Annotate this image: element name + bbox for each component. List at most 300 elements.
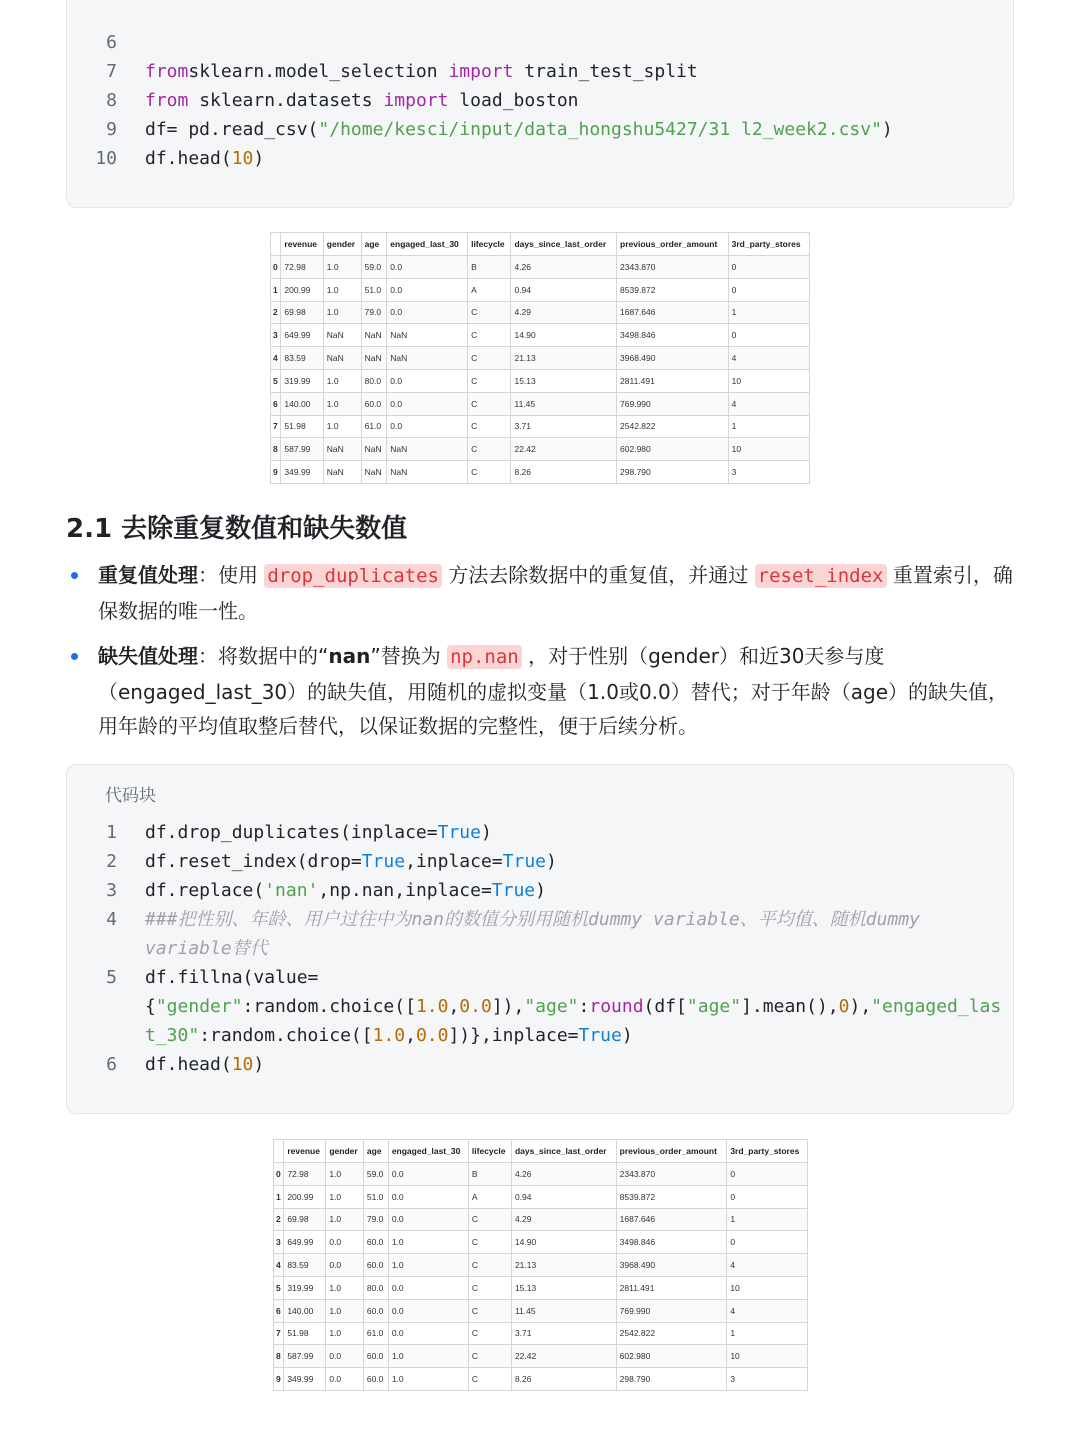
table-cell: 0.0 [388,1276,468,1299]
row-index: 3 [271,324,281,347]
table-cell: 51.98 [281,415,323,438]
code-text [145,144,264,173]
table-cell: 4.29 [511,1208,616,1231]
line-number: 2 [106,851,117,872]
table-cell: NaN [361,324,387,347]
code-text [145,57,698,86]
line-number: 9 [106,119,117,140]
table-cell: C [468,1368,511,1391]
table-cell: 14.90 [511,1231,616,1254]
code-token: variable替代 [145,938,268,959]
table-row [274,1368,808,1391]
table-cell: 14.90 [511,324,617,347]
table-cell: 1 [727,1322,808,1345]
table-cell: C [468,415,511,438]
table-cell: 1.0 [323,301,361,324]
row-index: 4 [274,1254,284,1277]
code-token: ].mean(), [741,996,839,1017]
code-token: "/home/kesci/input/data_hongshu5427/31 l2_week2.csv" [318,119,882,140]
table-cell: 0 [728,278,809,301]
table-cell: 0.0 [388,1299,468,1322]
table-cell: 72.98 [284,1163,326,1186]
code-text [145,1050,264,1079]
row-index: 4 [271,347,281,370]
column-header [271,233,281,256]
code-text [145,963,318,992]
table-cell: 1687.646 [616,1208,727,1231]
table-cell: 587.99 [284,1345,326,1368]
table-cell: 60.0 [363,1345,388,1368]
table-cell: 60.0 [363,1231,388,1254]
code-token: :random.choice([ [199,1025,373,1046]
code-token: round [589,996,644,1017]
table-cell: 61.0 [363,1322,388,1345]
bullet-duplicates [98,558,1018,628]
table-cell: C [468,301,511,324]
table-cell: NaN [387,324,468,347]
table-cell: 22.42 [511,1345,616,1368]
table-cell: 60.0 [363,1368,388,1391]
inline-code-np-nan: np.nan [447,645,522,669]
table-cell: 61.0 [361,415,387,438]
line-number: 6 [106,1054,117,1075]
table-cell: 2343.870 [616,1163,727,1186]
table-cell: NaN [323,347,361,370]
table-cell: 80.0 [361,369,387,392]
table-cell: 769.990 [616,1299,727,1322]
bullet-label: 重复值处理 [98,563,198,587]
row-index: 8 [274,1345,284,1368]
table-cell: 349.99 [284,1368,326,1391]
table-cell: 8.26 [511,461,617,484]
table-cell: C [468,324,511,347]
table-cell: C [468,461,511,484]
table-cell: 0.0 [387,278,468,301]
table-cell: NaN [361,461,387,484]
table-cell: 60.0 [363,1299,388,1322]
code-token: ]), [491,996,525,1017]
code-token: df.head( [145,1054,232,1075]
table-cell: 0 [727,1231,808,1254]
table-cell: 2542.822 [616,1322,727,1345]
column-header: lifecycle [468,1140,511,1163]
table-cell: NaN [361,347,387,370]
table-cell: 4.26 [511,1163,616,1186]
table-cell: 0.0 [388,1163,468,1186]
row-index: 6 [271,392,281,415]
line-number: 8 [106,90,117,111]
table-cell: 0.94 [511,1185,616,1208]
row-index: 7 [271,415,281,438]
table-cell: 319.99 [284,1276,326,1299]
table-row [271,301,810,324]
table-cell: C [468,392,511,415]
code-token: 'nan' [264,880,319,901]
table-cell: 8539.872 [616,1185,727,1208]
table-cell: 2542.822 [617,415,729,438]
table-cell: 3 [727,1368,808,1391]
table-cell: C [468,1276,511,1299]
table-cell: 1 [728,301,809,324]
row-index: 8 [271,438,281,461]
table-cell: 1.0 [323,278,361,301]
table-cell: 0 [727,1185,808,1208]
code-token: ) [535,880,546,901]
code-token: df.drop_duplicates(inplace= [145,822,438,843]
table-cell: 10 [728,438,809,461]
table-cell: A [468,278,511,301]
table-row [271,324,810,347]
line-number: 4 [106,909,117,930]
table-header-row [274,1140,808,1163]
table-row [274,1322,808,1345]
table-cell: 0.0 [388,1208,468,1231]
bullet-dot [71,572,78,579]
table-cell: C [468,1208,511,1231]
bullet-text: 方法去除数据中的重复值，并通过 [441,563,755,587]
table-cell: C [468,1299,511,1322]
code-token: "age" [686,996,742,1017]
table-cell: NaN [387,347,468,370]
table-cell: 3498.846 [616,1231,727,1254]
code-token: True [437,822,481,843]
table-cell: B [468,256,511,279]
table-row [274,1208,808,1231]
inline-code-drop-duplicates: drop_duplicates [264,564,442,588]
table-cell: 60.0 [363,1254,388,1277]
table-cell: 79.0 [361,301,387,324]
table-cell: 10 [727,1345,808,1368]
table-row [271,369,810,392]
column-header: engaged_last_30 [388,1140,468,1163]
code-token: ])},inplace= [448,1025,579,1046]
table-cell: A [468,1185,511,1208]
table-cell: 4.26 [511,256,617,279]
table-cell: 4 [727,1254,808,1277]
table-cell: C [468,438,511,461]
column-header: age [363,1140,388,1163]
table-cell: 319.99 [281,369,323,392]
table-cell: 1.0 [388,1345,468,1368]
code-token: 0.0 [415,1025,449,1046]
table-row [271,256,810,279]
bullet-text: ：使用 [198,563,265,587]
table-cell: B [468,1163,511,1186]
bullet-text: ：将数据中的“ [198,644,329,668]
table-cell: 3498.846 [617,324,729,347]
table-cell: 15.13 [511,369,617,392]
code-token: 1.0 [415,996,449,1017]
column-header: 3rd_party_stores [728,233,809,256]
table-cell: C [468,1254,511,1277]
row-index: 9 [271,461,281,484]
table-row [271,415,810,438]
code-token: sklearn.model_selection [188,61,449,82]
code-token: ) [546,851,557,872]
table-row [271,278,810,301]
code-text [145,847,557,876]
table-cell: 0 [728,256,809,279]
code-token: 0 [838,996,850,1017]
table-cell: 1.0 [388,1231,468,1254]
table-cell: 59.0 [363,1163,388,1186]
code-token: "age" [524,996,579,1017]
table-cell: 10 [727,1276,808,1299]
table-cell: 200.99 [284,1185,326,1208]
bullet-dot [71,653,78,660]
table-cell: 1687.646 [617,301,729,324]
table-row [271,347,810,370]
code-token: ) [480,822,492,843]
table-cell: C [468,1231,511,1254]
table-cell: 8.26 [511,1368,616,1391]
table-cell: 11.45 [511,1299,616,1322]
table-cell: 298.790 [617,461,729,484]
table-cell: NaN [361,438,387,461]
column-header [274,1140,284,1163]
table-cell: 51.98 [284,1322,326,1345]
row-index: 0 [274,1163,284,1186]
table-cell: 0.0 [326,1254,364,1277]
column-header: age [361,233,387,256]
line-number: 10 [95,148,117,169]
code-token: df.reset_index(drop= [145,851,362,872]
row-index: 5 [271,369,281,392]
table-cell: 83.59 [284,1254,326,1277]
code-token: "gender" [155,996,243,1017]
dataframe-table-1 [270,232,810,484]
table-row [271,438,810,461]
table-cell: 0.0 [387,256,468,279]
table-cell: 80.0 [363,1276,388,1299]
code-token: df= pd.read_csv( [145,119,319,140]
table-cell: NaN [387,461,468,484]
code-text [145,905,920,934]
table-cell: 22.42 [511,438,617,461]
code-token: ,np.nan,inplace= [318,880,492,901]
table-cell: 4 [727,1299,808,1322]
table-cell: 72.98 [281,256,323,279]
code-text [145,818,492,847]
table-cell: 11.45 [511,392,617,415]
table-cell: 769.990 [617,392,729,415]
table-header-row [271,233,810,256]
bullet-text: ，对于性别（gender）和近30天参与度（engaged_last_30）的缺失值，用随机的虚拟变量（1.0或0.0）替代；对于年龄（age）的缺失值，用年龄的平均值取整后替代，以保证数据的完整性，便于后续分析。 [98,644,1009,738]
column-header: previous_order_amount [617,233,729,256]
code-text [145,1021,633,1050]
table-cell: 59.0 [361,256,387,279]
table-cell: C [468,1322,511,1345]
table-cell: 0.0 [326,1231,364,1254]
code-token: ,inplace= [405,851,503,872]
column-header: days_since_last_order [511,1140,616,1163]
row-index: 7 [274,1322,284,1345]
table-row [274,1254,808,1277]
table-cell: 649.99 [284,1231,326,1254]
table-cell: 298.790 [616,1368,727,1391]
code-token: 10 [231,148,254,169]
code-token: True [491,880,536,901]
bullet-label: 缺失值处理 [98,644,198,668]
code-token: ###把性别、年龄、用户过往中为nan的数值分别用随机dummy variable、平均值、随机dummy [145,909,920,930]
line-number: 1 [106,822,117,843]
table-cell: 79.0 [363,1208,388,1231]
table-cell: 1 [727,1208,808,1231]
table-cell: 3 [728,461,809,484]
row-index: 1 [271,278,281,301]
code-token: :random.choice([ [242,996,416,1017]
table-row [271,392,810,415]
line-number: 5 [106,967,117,988]
code-token: ), [849,996,872,1017]
line-number: 6 [106,32,117,53]
table-cell: 602.980 [616,1345,727,1368]
table-cell: 1.0 [323,392,361,415]
code-token: ) [881,119,893,140]
table-cell: 21.13 [511,347,617,370]
code-token: from [145,90,189,111]
table-cell: 2343.870 [617,256,729,279]
code-token: import [448,61,514,82]
table-cell: 69.98 [284,1208,326,1231]
table-cell: 0.0 [326,1368,364,1391]
table-cell: 200.99 [281,278,323,301]
table-cell: 602.980 [617,438,729,461]
table-row [274,1345,808,1368]
table-cell: 0.94 [511,278,617,301]
code-text [145,115,893,144]
table-cell: 4 [728,392,809,415]
section-heading: 2.1 去除重复数值和缺失数值 [66,514,408,544]
row-index: 2 [271,301,281,324]
table-cell: 649.99 [281,324,323,347]
row-index: 9 [274,1368,284,1391]
code-token: sklearn.datasets [188,90,384,111]
table-cell: 83.59 [281,347,323,370]
code-text [145,86,579,115]
table-cell: 0.0 [388,1322,468,1345]
code-token: , [405,1025,416,1046]
table-cell: 51.0 [361,278,387,301]
table-cell: 60.0 [361,392,387,415]
table-row [274,1185,808,1208]
column-header: days_since_last_order [511,233,617,256]
dataframe-table-2 [273,1139,808,1391]
line-number: 7 [106,61,117,82]
code-token: "engaged_las [871,996,1002,1017]
table-cell: 1.0 [326,1276,364,1299]
code-token: from [145,61,189,82]
code-token: 10 [231,1054,254,1075]
code-block-1 [66,0,1014,208]
table-cell: C [468,347,511,370]
table-cell: 3.71 [511,1322,616,1345]
code-token: { [145,996,156,1017]
table-cell: 15.13 [511,1276,616,1299]
table-cell: C [468,369,511,392]
table-cell: 2811.491 [616,1276,727,1299]
code-token: True [361,851,406,872]
code-text [145,992,1001,1021]
table-cell: 1.0 [323,369,361,392]
table-cell: 3.71 [511,415,617,438]
code-token: train_test_split [513,61,698,82]
code-block-caption: 代码块 [105,786,156,806]
table-cell: 1.0 [326,1208,364,1231]
bullet-missing-values [98,639,1018,744]
table-cell: 1.0 [388,1368,468,1391]
table-cell: 0.0 [387,301,468,324]
bullet-text: ”替换为 [370,644,448,668]
column-header: lifecycle [468,233,511,256]
code-token: 1.0 [372,1025,406,1046]
code-token: df.fillna(value= [145,967,319,988]
row-index: 6 [274,1299,284,1322]
code-token: (df[ [643,996,687,1017]
column-header: gender [326,1140,364,1163]
table-cell: 1.0 [323,415,361,438]
code-token: ) [253,1054,265,1075]
table-cell: 1.0 [326,1163,364,1186]
column-header: engaged_last_30 [387,233,468,256]
code-token: , [448,996,460,1017]
table-cell: 4 [728,347,809,370]
line-number: 3 [106,880,117,901]
table-cell: 587.99 [281,438,323,461]
code-text [145,876,546,905]
code-token: 0.0 [459,996,492,1017]
column-header: 3rd_party_stores [727,1140,808,1163]
table-cell: 3968.490 [616,1254,727,1277]
column-header: revenue [281,233,323,256]
code-token: import [383,90,449,111]
table-row [274,1231,808,1254]
code-token: ) [621,1025,633,1046]
table-cell: 0.0 [387,392,468,415]
table-cell: C [468,1345,511,1368]
table-cell: 0.0 [326,1345,364,1368]
column-header: gender [323,233,361,256]
table-cell: 10 [728,369,809,392]
table-cell: 0.0 [388,1185,468,1208]
table-cell: 0 [727,1163,808,1186]
table-cell: NaN [387,438,468,461]
code-token: True [578,1025,622,1046]
table-cell: 1.0 [388,1254,468,1277]
table-cell: 69.98 [281,301,323,324]
table-cell: 349.99 [281,461,323,484]
row-index: 5 [274,1276,284,1299]
column-header: previous_order_amount [616,1140,727,1163]
table-cell: NaN [323,324,361,347]
table-row [271,461,810,484]
table-cell: 2811.491 [617,369,729,392]
table-cell: 1.0 [326,1185,364,1208]
code-text [145,934,268,963]
table-cell: 0 [728,324,809,347]
table-cell: 140.00 [284,1299,326,1322]
table-cell: 0.0 [387,415,468,438]
table-cell: 51.0 [363,1185,388,1208]
row-index: 3 [274,1231,284,1254]
inline-code-reset-index: reset_index [755,564,887,588]
table-cell: NaN [323,438,361,461]
table-cell: 1.0 [326,1299,364,1322]
code-token: ) [253,148,265,169]
row-index: 0 [271,256,281,279]
table-row [274,1163,808,1186]
table-cell: 4.29 [511,301,617,324]
